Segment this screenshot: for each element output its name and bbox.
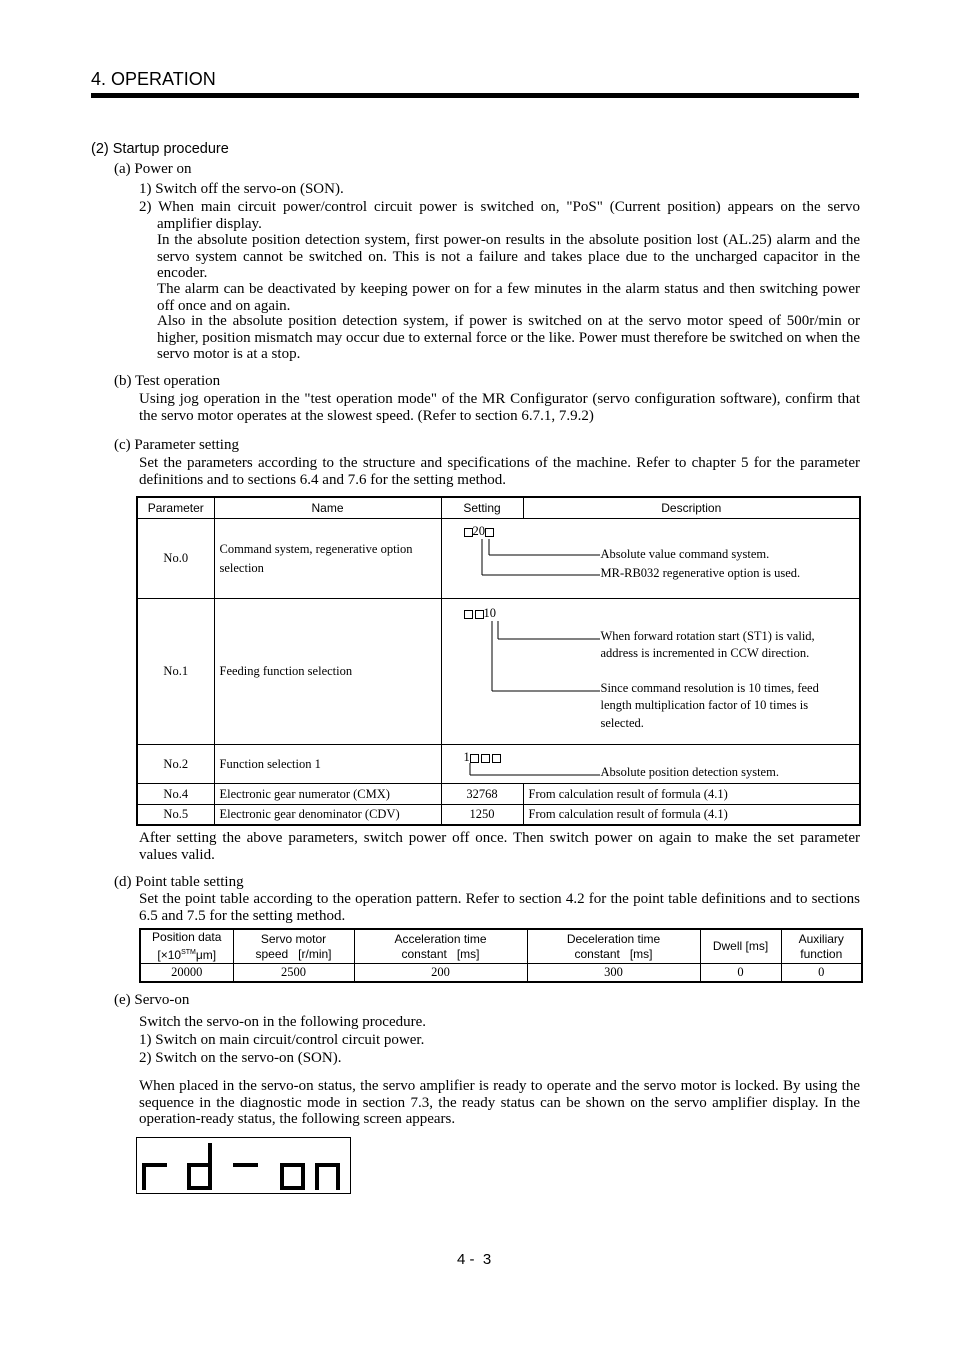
description-note: When forward rotation start (ST1) is valid, address is incremented in CCW direction. [600, 629, 815, 661]
a-item-2: 2) When main circuit power/control circuit power is switched on, "PoS" (Current position) appears on the servo amplifier display. [139, 199, 860, 232]
e-item-1: 1) Switch on main circuit/control circuit power. [139, 1032, 425, 1048]
param-description: From calculation result of formula (4.1) [523, 784, 860, 805]
point-table [139, 928, 863, 983]
placeholder-box [464, 610, 473, 619]
param-name: Function selection 1 [214, 745, 441, 784]
param-header-parameter: Parameter [137, 497, 214, 519]
description-note: MR-RB032 regenerative option is used. [600, 566, 801, 580]
servo-display [136, 1137, 351, 1194]
point-header-acceleration: Acceleration time constant [ms] [354, 929, 527, 964]
table-row [137, 599, 860, 745]
parameter-table [136, 496, 861, 826]
a-item-2-para-3: Also in the absolute position detection system, if power is switched on at the servo motor speed of 500r/min or higher, position mismatch may occur due to external force or the like. Power must therefore be switched on when the servo motor is at a stop. [157, 313, 860, 362]
point-value: 2500 [233, 964, 354, 983]
e-body: When placed in the servo-on status, the servo amplifier is ready to operate and the servo motor is locked. By using the sequence in the diagnostic mode in section 7.3, the ready status can be shown on the servo amplifier display. In the operation-ready status, the following screen appears. [139, 1078, 860, 1127]
param-header-name: Name [214, 497, 441, 519]
point-value: 200 [354, 964, 527, 983]
placeholder-box [464, 528, 473, 537]
subsection-a-title: (a) Power on [114, 161, 192, 177]
table-row [137, 745, 860, 784]
point-value: 0 [700, 964, 781, 983]
seven-segment-readout [137, 1138, 350, 1193]
b-body: Using jog operation in the "test operation mode" of the MR Configurator (servo configuration software), confirm that the servo motor operates at the slowest speed. (Refer to section 6.7.1, 7.9.2) [139, 391, 860, 424]
param-no: No.2 [137, 745, 214, 784]
placeholder-box [485, 528, 494, 537]
point-value: 0 [781, 964, 862, 983]
subsection-c-title: (c) Parameter setting [114, 437, 239, 453]
a-item-2-para-2: The alarm can be deactivated by keeping power on for a few minutes in the alarm status and then switching power off once and on again. [157, 281, 860, 314]
setting-value: 10 [464, 606, 497, 621]
e-item-2: 2) Switch on the servo-on (SON). [139, 1050, 342, 1066]
table-row [140, 964, 862, 983]
point-header-speed: Servo motor speed [r/min] [233, 929, 354, 964]
point-header-deceleration: Deceleration time constant [ms] [527, 929, 700, 964]
param-name: Electronic gear numerator (CMX) [214, 784, 441, 805]
placeholder-box [475, 610, 484, 619]
subsection-d-title: (d) Point table setting [114, 874, 244, 890]
param-no: No.5 [137, 805, 214, 825]
description-note: Absolute value command system. [600, 547, 770, 561]
setting-value: 1 [464, 750, 501, 765]
placeholder-box [470, 754, 479, 763]
param-name: Command system, regenerative option selection [214, 519, 441, 599]
point-value: 300 [527, 964, 700, 983]
c-after-text: After setting the above parameters, switch power off once. Then switch power on again to make the set parameter values valid. [139, 830, 860, 863]
description-note: Since command resolution is 10 times, feed length multiplication factor of 10 times is selected. [600, 681, 819, 730]
param-no: No.1 [137, 599, 214, 745]
param-header-description: Description [523, 497, 860, 519]
param-setting: 1250 [441, 805, 523, 825]
point-header-position: Position data $[\times 10^{STM}\mu m]$ [140, 929, 233, 964]
param-description: From calculation result of formula (4.1) [523, 805, 860, 825]
c-body: Set the parameters according to the structure and specifications of the machine. Refer to chapter 5 for the parameter definitions and to sections 6.4 and 7.6 for the setting method. [139, 455, 860, 488]
subsection-b-title: (b) Test operation [114, 373, 221, 389]
table-row [137, 805, 860, 825]
point-header-auxiliary: Auxiliary function [781, 929, 862, 964]
param-setting: 32768 [441, 784, 523, 805]
table-row [137, 784, 860, 805]
param-name: Feeding function selection [214, 599, 441, 745]
description-note: Absolute position detection system. [600, 765, 779, 779]
subsection-e-title: (e) Servo-on [114, 992, 190, 1008]
param-header-setting: Setting [441, 497, 523, 519]
d-body: Set the point table according to the operation pattern. Refer to section 4.2 for the point table definitions and to sections 6.5 and 7.5 for the setting method. [139, 891, 860, 924]
param-no: No.4 [137, 784, 214, 805]
a-item-1: 1) Switch off the servo-on (SON). [139, 181, 344, 197]
e-intro: Switch the servo-on in the following procedure. [139, 1014, 427, 1030]
param-setting-diagram [441, 745, 860, 784]
header-rule [91, 93, 859, 98]
setting-value: 20 [464, 524, 495, 539]
param-no: No.0 [137, 519, 214, 599]
placeholder-box [481, 754, 490, 763]
param-name: Electronic gear denominator (CDV) [214, 805, 441, 825]
table-row [137, 519, 860, 599]
placeholder-box [492, 754, 501, 763]
point-header-dwell: Dwell [ms] [700, 929, 781, 964]
page-header-title: 4. OPERATION [91, 69, 216, 89]
page-number: 4 - 3 [457, 1251, 492, 1268]
section-title: (2) Startup procedure [91, 141, 229, 157]
point-value: 20000 [140, 964, 233, 983]
a-item-2-para-1: In the absolute position detection system, first power-on results in the absolute position lost (AL.25) alarm and the servo system cannot be switched on. This is not a failure and takes place due to the uncharged capacitor in the encoder. [157, 232, 860, 281]
param-setting-diagram [441, 519, 860, 599]
param-setting-diagram [441, 599, 860, 745]
